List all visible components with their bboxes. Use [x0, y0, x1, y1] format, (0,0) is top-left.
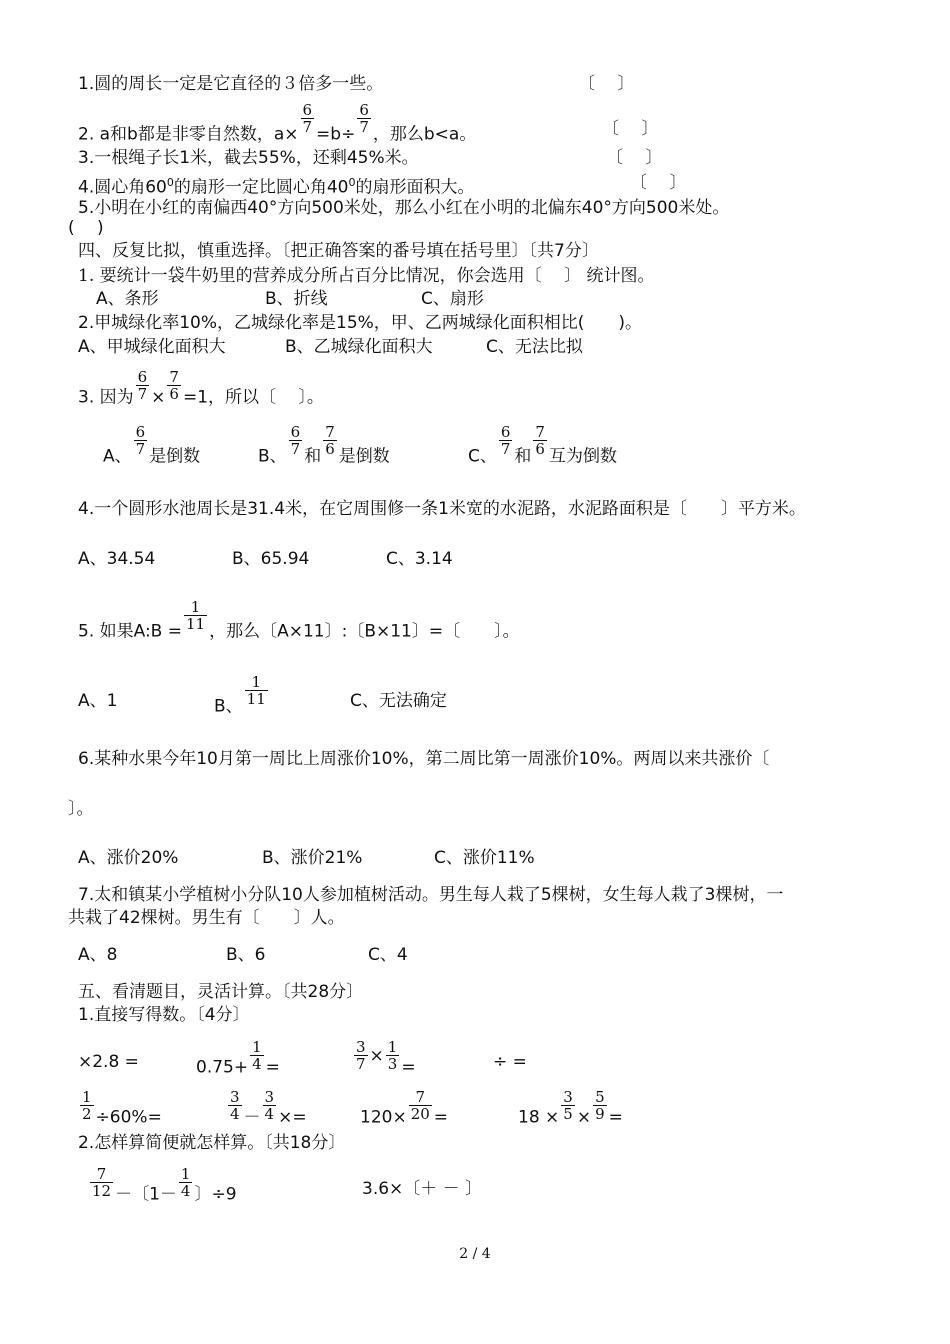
calc-r2-d: 18 × $\frac{3}{5}$ × $\frac{5}{9}$ = — [518, 1088, 623, 1128]
fraction: $\frac{1}{4}$ — [252, 1038, 262, 1073]
calc-r1-d: ÷ = — [493, 1052, 527, 1072]
judge-q4-blank[interactable]: 〔 〕 — [630, 173, 687, 193]
fraction: $\frac{1}{2}$ — [82, 1088, 92, 1123]
judge-q3-blank[interactable]: 〔 〕 — [606, 148, 663, 168]
choice-q5-option-b[interactable]: B、 $\frac{1}{11}$ — [214, 673, 266, 717]
choice-q4-option-c[interactable]: C、3.14 — [386, 549, 453, 569]
fraction: $\frac{3}{7}$ — [356, 1038, 366, 1073]
choice-q1: 1. 要统计一袋牛奶里的营养成分所占百分比情况，你会选用〔 〕 统计图。 — [78, 266, 655, 286]
choice-q5-option-c[interactable]: C、无法确定 — [350, 691, 447, 711]
fraction: $\frac{7}{20}$ — [410, 1088, 430, 1123]
choice-q4-option-a[interactable]: A、34.54 — [78, 549, 156, 569]
choice-q3-option-b[interactable]: B、 $\frac{6}{7}$ 和 $\frac{7}{6}$ 是倒数 — [258, 423, 390, 467]
judge-q2-blank[interactable]: 〔 〕 — [602, 119, 659, 139]
choice-q6-option-c[interactable]: C、涨价11% — [434, 848, 535, 868]
choice-q7-option-c[interactable]: C、4 — [368, 945, 408, 965]
judge-q5: 5.小明在小红的南偏西40°方向500米处，那么小红在小明的北偏东40°方向500米处。 — [78, 198, 730, 218]
choice-q5: 5. 如果A:B = $\frac{1}{11}$ ，那么〔A×11〕:〔B×11〕=〔 〕。 — [78, 598, 520, 642]
choice-q6-option-a[interactable]: A、涨价20% — [78, 848, 179, 868]
calc-r1-b: 0.75+ $\frac{1}{4}$ = — [196, 1038, 280, 1078]
choice-q3: 3. 因为 $\frac{6}{7}$ × $\frac{7}{6}$ =1，所以〔 〕。 — [78, 368, 324, 408]
section4-title: 四、反复比拟，慎重选择。〔把正确答案的番号填在括号里〕〔共7分〕 — [78, 241, 599, 261]
fraction: $\frac{6}{7}$ — [500, 423, 511, 458]
fraction: $\frac{7}{6}$ — [325, 423, 335, 458]
choice-q3-option-a[interactable]: A、 $\frac{6}{7}$ 是倒数 — [103, 423, 201, 467]
choice-q6-option-b[interactable]: B、涨价21% — [262, 848, 363, 868]
judge-q1-blank[interactable]: 〔 〕 — [578, 74, 635, 94]
choice-q2-option-a[interactable]: A、甲城绿化面积大 — [78, 337, 226, 357]
calc-r1-a: ×2.8 = — [78, 1052, 139, 1072]
choice-q6: 6.某种水果今年10月第一周比上周涨价10%，第二周比第一周涨价10%。两周以来共涨价〔 — [78, 749, 770, 769]
fraction: $\frac{7}{6}$ — [169, 368, 179, 403]
section5-sub1: 1.直接写得数。〔4分〕 — [78, 1005, 250, 1025]
choice-q7-option-b[interactable]: B、6 — [226, 945, 266, 965]
section5-sub2: 2.怎样算简便就怎样算。〔共18分〕 — [78, 1133, 346, 1153]
choice-q2: 2.甲城绿化率10%，乙城绿化率是15%，甲、乙两城绿化面积相比( )。 — [78, 313, 643, 333]
calc-r3-a: $\frac{7}{12}$ －〔1－ $\frac{1}{4}$ 〕÷9 — [92, 1165, 237, 1205]
fraction: $\frac{5}{9}$ — [595, 1088, 605, 1123]
calc-r2-b: $\frac{3}{4}$ － $\frac{3}{4}$ ×= — [230, 1088, 307, 1128]
choice-q7-cont: 共栽了42棵树。男生有〔 〕人。 — [68, 908, 345, 928]
choice-q2-option-b[interactable]: B、乙城绿化面积大 — [285, 337, 433, 357]
choice-q2-option-c[interactable]: C、无法比拟 — [486, 337, 583, 357]
calc-r2-c: 120× $\frac{7}{20}$ = — [360, 1088, 449, 1128]
section5-title: 五、看清题目，灵活计算。〔共28分〕 — [78, 982, 364, 1002]
choice-q7: 7.太和镇某小学植树小分队10人参加植树活动。男生每人栽了5棵树，女生每人栽了3棵树，一 — [78, 885, 784, 905]
choice-q4-option-b[interactable]: B、65.94 — [232, 549, 310, 569]
fraction: $\frac{1}{11}$ — [246, 673, 266, 708]
choice-q1-option-c[interactable]: C、扇形 — [421, 289, 484, 309]
calc-r2-a: $\frac{1}{2}$ ÷60%= — [82, 1088, 162, 1128]
fraction: $\frac{1}{11}$ — [186, 598, 206, 633]
choice-q3-option-c[interactable]: C、 $\frac{6}{7}$ 和 $\frac{7}{6}$ 互为倒数 — [468, 423, 617, 467]
choice-q4: 4.一个圆形水池周长是31.4米，在它周围修一条1米宽的水泥路，水泥路面积是〔 〕平方米。 — [78, 499, 806, 519]
fraction: $\frac{3}{4}$ — [264, 1088, 275, 1123]
judge-q1: 1.圆的周长一定是它直径的３倍多一些。 — [78, 74, 384, 94]
fraction: $\frac{6}{7}$ — [359, 101, 369, 136]
calc-r3-c: 3.6×〔＋ － 〕 — [362, 1179, 483, 1199]
page-number: 2 / 4 — [459, 1246, 491, 1262]
fraction: $\frac{6}{7}$ — [302, 101, 313, 136]
fraction: $\frac{3}{4}$ — [230, 1088, 240, 1123]
choice-q1-option-a[interactable]: A、条形 — [96, 289, 159, 309]
choice-q6-cont: 〕。 — [68, 799, 94, 819]
judge-q4: 4.圆心角$60^0$的扇形一定比圆心角$40^0$的扇形面积大。 — [78, 176, 475, 198]
judge-q3: 3.一根绳子长1米，截去55%，还剩45%米。 — [78, 148, 419, 168]
fraction: $\frac{1}{3}$ — [387, 1038, 398, 1073]
judge-q5-blank[interactable]: ( ) — [68, 218, 104, 238]
calc-r1-c: $\frac{3}{7}$ × $\frac{1}{3}$ = — [356, 1038, 416, 1078]
fraction: $\frac{1}{4}$ — [180, 1165, 191, 1200]
judge-q2: 2. a和b都是非零自然数，a× $\frac{6}{7}$ =b÷ $\frac{6}{7}$ ，那么b<a。 — [78, 101, 477, 145]
choice-q1-option-b[interactable]: B、折线 — [265, 289, 328, 309]
fraction: $\frac{7}{12}$ — [92, 1165, 112, 1200]
choice-q5-option-a[interactable]: A、1 — [78, 691, 118, 711]
fraction: $\frac{7}{6}$ — [535, 423, 545, 458]
choice-q7-option-a[interactable]: A、8 — [78, 945, 118, 965]
fraction: $\frac{6}{7}$ — [137, 368, 148, 403]
fraction: $\frac{3}{5}$ — [563, 1088, 573, 1123]
fraction: $\frac{6}{7}$ — [135, 423, 146, 458]
fraction: $\frac{6}{7}$ — [290, 423, 301, 458]
